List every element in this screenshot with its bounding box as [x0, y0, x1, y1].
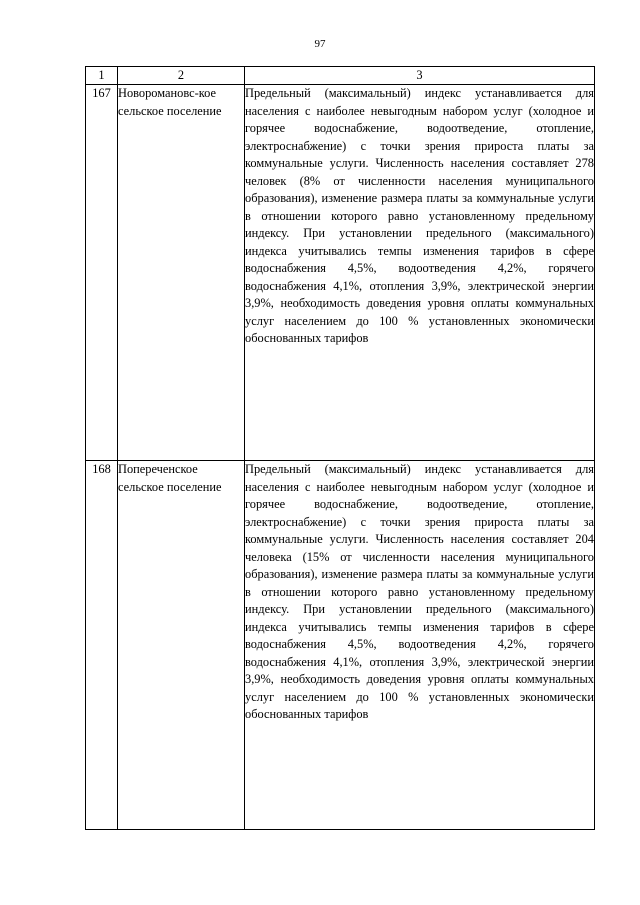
tariff-index-table [85, 66, 595, 830]
index-description: Предельный (максимальный) индекс устанавливается для населения с наиболее невыгодным набором услуг (холодное и горячее водоснабжение, водоотведение, отопление, электроснабжение) с точки зрения прироста платы за коммунальные услуги. Численность населения составляет 278 человек (8% от численности населения муниципального образования), изменение размера платы за коммунальные услуги в отношении которого равно установленному предельному индексу. При установлении предельного (максимального) индекса учитывались темпы изменения тарифов в сфере водоснабжения 4,5%, водоотведения 4,2%, горячего водоснабжения 4,1%, отопления 3,9%, электрической энергии 3,9%, необходимость доведения уровня оплаты коммунальных услуг населением до 100 % установленных экономически обоснованных тарифов [245, 85, 595, 461]
column-header-2: 2 [118, 67, 245, 85]
column-header-3: 3 [245, 67, 595, 85]
table-row [86, 461, 595, 830]
column-header-1: 1 [86, 67, 118, 85]
table-row [86, 85, 595, 461]
row-number: 168 [86, 461, 118, 830]
settlement-name: Новоромановс-кое сельское поселение [118, 85, 245, 461]
table-header-row [86, 67, 595, 85]
index-description: Предельный (максимальный) индекс устанавливается для населения с наиболее невыгодным набором услуг (холодное и горячее водоснабжение, водоотведение, отопление, электроснабжение) с точки зрения прироста платы за коммунальные услуги. Численность населения составляет 204 человека (15% от численности населения муниципального образования), изменение размера платы за коммунальные услуги в отношении которого равно установленному предельному индексу. При установлении предельного (максимального) индекса учитывались темпы изменения тарифов в сфере водоснабжения 4,5%, водоотведения 4,2%, горячего водоснабжения 4,1%, отопления 3,9%, электрической энергии 3,9%, необходимость доведения уровня оплаты коммунальных услуг населением до 100 % установленных экономически обоснованных тарифов [245, 461, 595, 830]
page-number: 97 [314, 38, 326, 50]
settlement-name: Попереченское сельское поселение [118, 461, 245, 830]
row-number: 167 [86, 85, 118, 461]
